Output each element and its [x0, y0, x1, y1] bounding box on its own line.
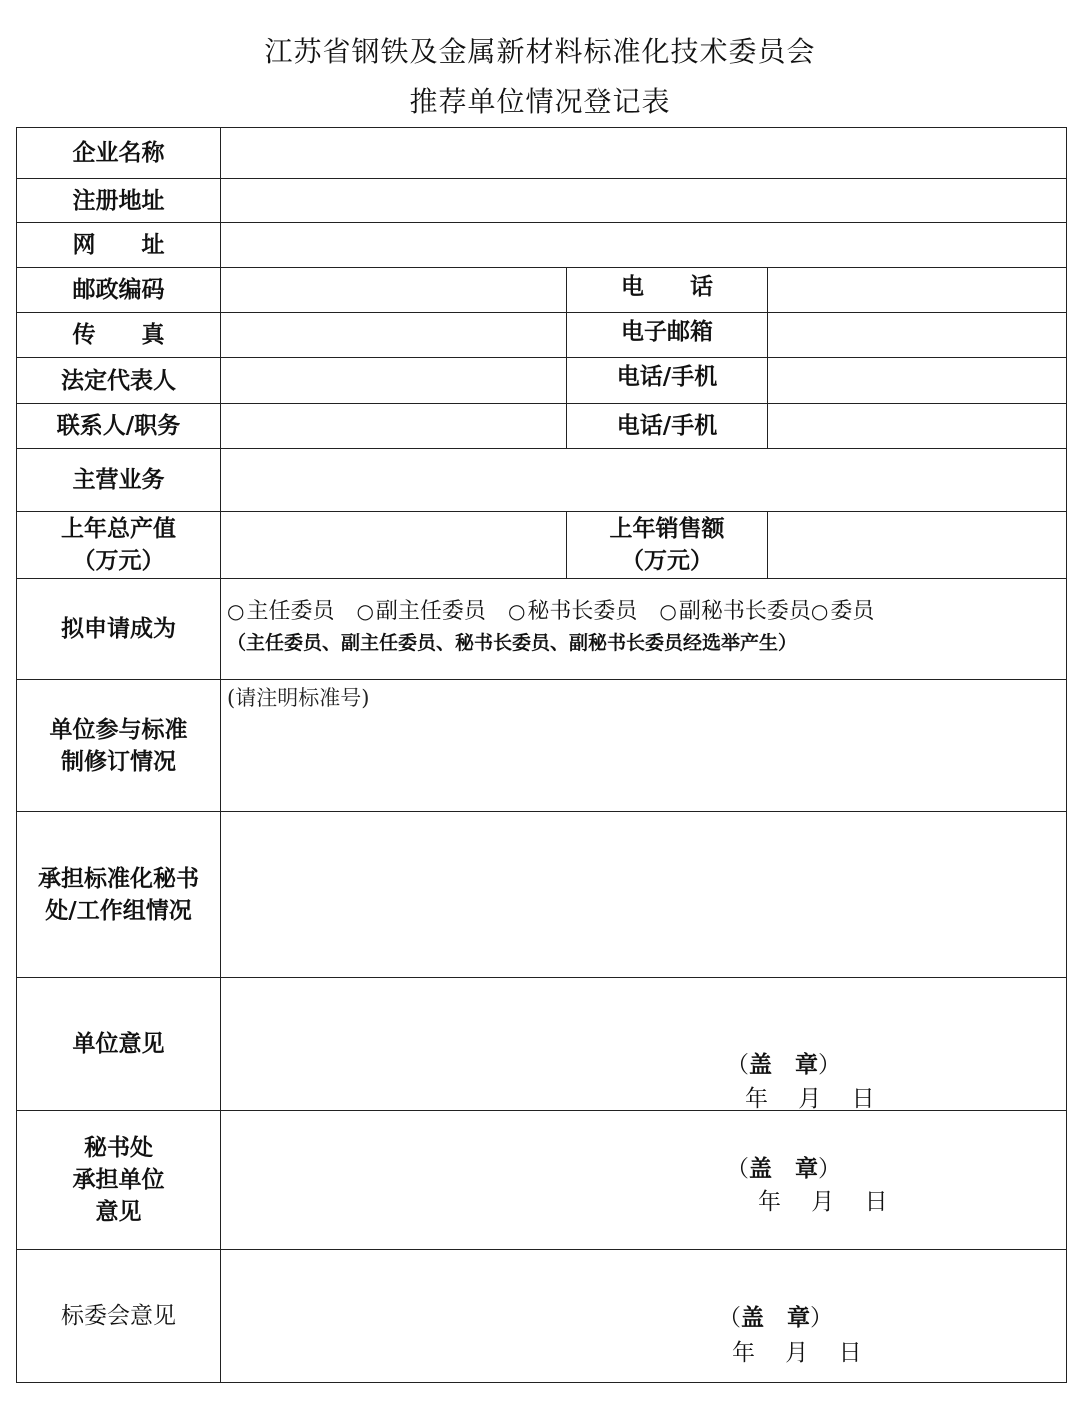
- field-output-value-cell: [221, 512, 567, 579]
- radio-circle-icon: ○: [810, 599, 829, 624]
- row-website: [17, 223, 1067, 268]
- label-committee-opinion: 标委会意见: [17, 1249, 221, 1382]
- row-output-sales: [17, 512, 1067, 579]
- row-reg-address: [17, 179, 1067, 223]
- field-sales-cell: [768, 512, 1067, 579]
- stamp-close: ）: [818, 1155, 841, 1182]
- field-legal-rep-cell: [221, 358, 567, 404]
- stamp-open: （: [726, 1155, 749, 1182]
- option-label: 副主任委员: [375, 599, 486, 625]
- email-input[interactable]: [768, 313, 1066, 357]
- row-committee-opinion: [17, 1249, 1067, 1382]
- label-reg-address: 注册地址: [17, 179, 221, 223]
- label-phone: 电 话: [567, 268, 768, 313]
- label-email: 电子邮箱: [567, 313, 768, 358]
- option-label: 委员: [830, 599, 875, 625]
- label-main-business: 主营业务: [17, 449, 221, 512]
- label-standards-line1: 单位参与标准: [49, 716, 188, 743]
- stamp-open: （: [726, 1051, 749, 1078]
- committee-opinion-date: 年 月 日: [732, 1339, 862, 1366]
- label-unit-opinion: 单位意见: [17, 977, 221, 1110]
- label-legal-rep-phone: 电话/手机: [567, 358, 768, 404]
- apply-options-note: （主任委员、副主任委员、秘书长委员、副秘书长委员经选举产生）: [227, 632, 798, 655]
- label-standards-line2: 制修订情况: [61, 748, 176, 775]
- label-contact: 联系人/职务: [17, 404, 221, 449]
- unit-opinion-cell[interactable]: [221, 977, 1067, 1110]
- unit-opinion-stamp: [726, 1046, 841, 1079]
- reg-address-input[interactable]: [221, 179, 1066, 222]
- sec-opinion-cell[interactable]: [221, 1110, 1067, 1249]
- option-member[interactable]: [811, 595, 874, 628]
- unit-opinion-date: 年 月 日: [745, 1085, 875, 1112]
- label-sales: [567, 512, 768, 579]
- field-postcode-cell: [221, 268, 567, 313]
- label-fax: 传 真: [17, 313, 221, 358]
- row-sec-opinion: [17, 1110, 1067, 1249]
- output-value-input[interactable]: [221, 512, 566, 578]
- stamp-close: ）: [818, 1051, 841, 1078]
- label-output-value-line2: （万元）: [72, 548, 165, 575]
- legal-rep-input[interactable]: [221, 358, 566, 403]
- stamp-open: （: [718, 1304, 741, 1331]
- label-website: 网 址: [17, 223, 221, 268]
- label-secretariat: [17, 812, 221, 977]
- field-phone-cell: [768, 268, 1067, 313]
- row-company-name: [17, 128, 1067, 179]
- option-label: 秘书长委员: [527, 599, 638, 625]
- apply-options: [227, 595, 1060, 628]
- field-legal-rep-phone-cell: [768, 358, 1067, 404]
- contact-input[interactable]: [221, 404, 566, 448]
- option-vice-chair[interactable]: [356, 595, 485, 628]
- label-standards: [17, 680, 221, 812]
- field-main-business-cell: [221, 449, 1067, 512]
- standards-cell[interactable]: [221, 680, 1067, 812]
- label-secretariat-line2: 处/工作组情况: [45, 897, 192, 924]
- row-contact: [17, 404, 1067, 449]
- radio-circle-icon: ○: [356, 599, 374, 624]
- secretariat-cell[interactable]: [221, 812, 1067, 977]
- company-name-input[interactable]: [221, 128, 1066, 178]
- postcode-input[interactable]: [221, 268, 566, 312]
- standards-hint: (请注明标准号): [227, 686, 370, 711]
- label-output-value: [17, 512, 221, 579]
- sec-opinion-stamp: [726, 1150, 841, 1183]
- label-sec-opinion-line3: 意见: [95, 1198, 142, 1225]
- row-standards: [17, 680, 1067, 812]
- label-sec-opinion-line2: 承担单位: [72, 1166, 165, 1193]
- radio-circle-icon: ○: [227, 599, 245, 624]
- label-secretariat-line1: 承担标准化秘书: [38, 865, 199, 892]
- label-output-value-line1: 上年总产值: [61, 516, 176, 543]
- label-legal-rep: 法定代表人: [17, 358, 221, 404]
- label-company-name: 企业名称: [17, 128, 221, 179]
- row-legal-rep: [17, 358, 1067, 404]
- option-label: 主任委员: [246, 599, 335, 625]
- field-website-cell: [221, 223, 1067, 268]
- stamp-text: 盖 章: [741, 1303, 810, 1331]
- label-postcode: 邮政编码: [17, 268, 221, 313]
- field-reg-address-cell: [221, 179, 1067, 223]
- option-secretary-general[interactable]: [508, 595, 637, 628]
- option-deputy-secretary-general[interactable]: [659, 595, 810, 628]
- stamp-text: 盖 章: [749, 1154, 818, 1182]
- stamp-close: ）: [810, 1304, 833, 1331]
- website-input[interactable]: [221, 223, 1066, 267]
- label-sales-line1: 上年销售额: [609, 516, 725, 543]
- fax-input[interactable]: [221, 313, 566, 357]
- phone-input[interactable]: [768, 268, 1066, 312]
- radio-circle-icon: ○: [507, 599, 526, 624]
- label-contact-phone: 电话/手机: [567, 404, 768, 449]
- field-email-cell: [768, 313, 1067, 358]
- label-apply-as: 拟申请成为: [17, 579, 221, 680]
- stamp-text: 盖 章: [749, 1050, 818, 1078]
- committee-opinion-stamp: [718, 1299, 833, 1332]
- label-sec-opinion-line1: 秘书处: [84, 1134, 153, 1161]
- legal-rep-phone-input[interactable]: [768, 358, 1066, 403]
- row-secretariat: [17, 812, 1067, 977]
- label-sales-line2: （万元）: [621, 548, 713, 575]
- row-unit-opinion: [17, 977, 1067, 1110]
- apply-options-cell: [221, 579, 1067, 680]
- field-company-name-cell: [221, 128, 1067, 179]
- main-business-input[interactable]: [221, 449, 1066, 511]
- row-postcode-phone: [17, 268, 1067, 313]
- radio-circle-icon: ○: [659, 599, 677, 624]
- contact-phone-input[interactable]: [768, 404, 1066, 448]
- sec-opinion-date: 年 月 日: [758, 1188, 888, 1215]
- option-label: 副秘书长委员: [678, 599, 811, 625]
- field-fax-cell: [221, 313, 567, 358]
- form-title-line1: 江苏省钢铁及金属新材料标准化技术委员会: [264, 35, 816, 68]
- row-fax-email: [17, 313, 1067, 358]
- row-apply-as: [17, 579, 1067, 680]
- field-contact-cell: [221, 404, 567, 449]
- form-title-line2: 推荐单位情况登记表: [409, 85, 671, 118]
- sales-input[interactable]: [768, 512, 1066, 578]
- field-contact-phone-cell: [768, 404, 1067, 449]
- label-sec-opinion: [17, 1110, 221, 1249]
- registration-form: [16, 127, 1067, 1383]
- committee-opinion-cell[interactable]: [221, 1249, 1067, 1382]
- option-chair[interactable]: [227, 595, 334, 628]
- row-main-business: [17, 449, 1067, 512]
